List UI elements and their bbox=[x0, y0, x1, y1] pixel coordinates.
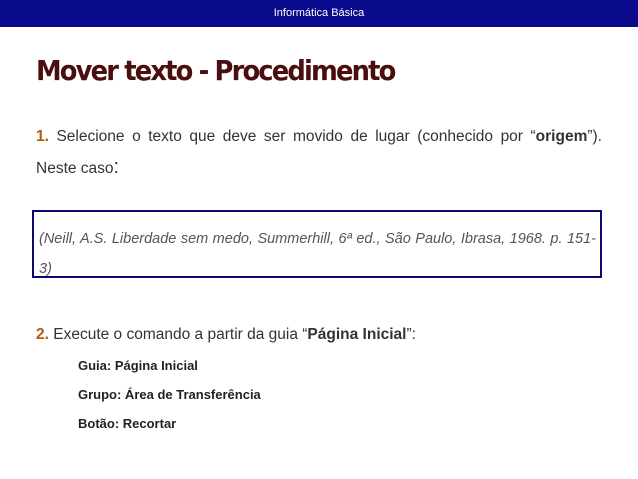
step-1-text-b: ”). Neste caso bbox=[36, 128, 602, 177]
step-1-paragraph bbox=[36, 122, 602, 184]
step-1-colon: : bbox=[113, 156, 120, 178]
header-bar bbox=[0, 0, 638, 27]
command-details bbox=[78, 356, 261, 443]
slide-title: Mover texto - Procedimento bbox=[36, 54, 395, 87]
course-title: Informática Básica bbox=[273, 7, 365, 19]
step-2-text-a: Execute o comando a partir da guia “ bbox=[48, 326, 308, 343]
step-1-emphasis: origem bbox=[535, 128, 588, 145]
step-2-text-b: ”: bbox=[406, 326, 416, 343]
step-1-text-a: Selecione o texto que deve ser movido de lugar (conhecido por “ bbox=[56, 128, 536, 145]
step-1-number: 1. bbox=[36, 128, 49, 145]
step-2-paragraph bbox=[36, 323, 616, 347]
sample-text-box[interactable]: (Neill, A.S. Liberdade sem medo, Summerhill, 6ª ed., São Paulo, Ibrasa, 1968. p. 151-3) bbox=[32, 210, 602, 278]
detail-guia: Guia: Página Inicial bbox=[78, 358, 198, 373]
detail-botao: Botão: Recortar bbox=[78, 416, 177, 431]
step-2-emphasis: Página Inicial bbox=[307, 326, 407, 343]
detail-grupo: Grupo: Área de Transferência bbox=[78, 387, 261, 402]
step-2-number: 2. bbox=[36, 326, 49, 343]
